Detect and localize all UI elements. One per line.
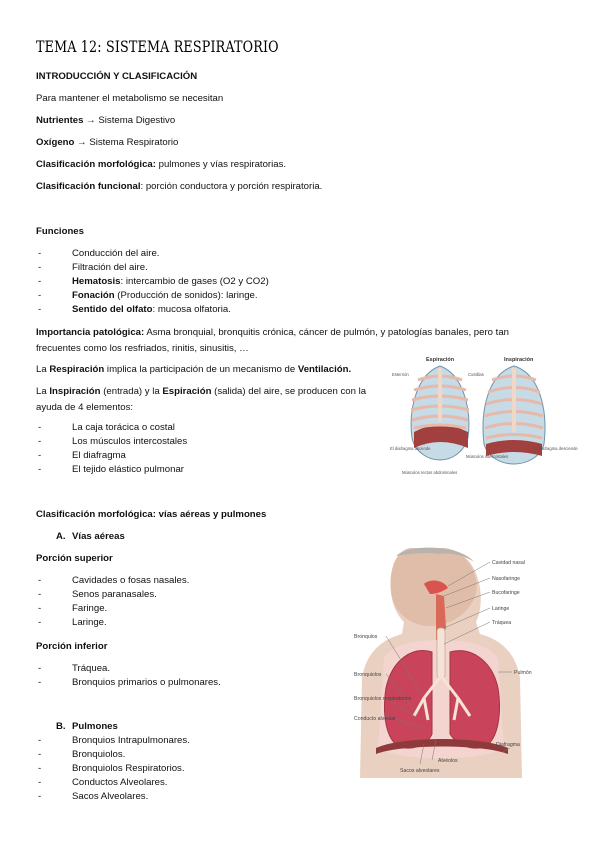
respiratory-system-figure: [352, 548, 538, 778]
pulmones-item: - Sacos Alveolares.: [38, 791, 149, 802]
superior-item: - Senos paranasales.: [38, 589, 157, 600]
inferior-item: - Tráquea.: [38, 663, 111, 674]
label-esternon: Esternón: [392, 372, 409, 377]
intro-line: Para mantener el metabolismo se necesitan: [36, 93, 224, 104]
label-cavidad-nasal: Cavidad nasal: [492, 560, 525, 566]
clasif-funcional-line: [36, 181, 322, 193]
label-alveolos: Alvéolos: [438, 758, 458, 764]
morf-label: Clasificación morfológica:: [36, 159, 156, 170]
label-nasofaringe: Nasofaringe: [492, 576, 520, 582]
espiracion-title: Espiración: [426, 357, 455, 363]
respiracion-item: - El tejido elástico pulmonar: [38, 464, 184, 475]
respiracion-p1: La Respiración implica la participación de un mecanismo de Ventilación.: [36, 364, 352, 375]
func-label: Clasificación funcional: [36, 181, 141, 192]
label-bucofaringe: Bucofaringe: [492, 590, 520, 596]
morfologica-heading: Clasificación morfológica: vías aéreas y pulmones: [36, 509, 267, 520]
nutrientes-label: Nutrientes: [36, 115, 84, 126]
pulmones-item: - Conductos Alveolares.: [38, 777, 168, 788]
label-sacos-alveolares: Sacos alveolares: [400, 768, 440, 774]
nutrientes-text: → Sistema Digestivo: [83, 115, 176, 126]
funciones-item: - Sentido del olfato: mucosa olfatoria.: [38, 304, 231, 315]
section-a-heading: A. Vías aéreas: [56, 531, 125, 542]
label-diafragma-desciende: El diafragma desciende: [534, 446, 578, 451]
trachea: [437, 628, 445, 678]
label-conducto-alveolar: Conducto alveolar: [354, 716, 396, 722]
label-costillas: Costillas: [468, 372, 484, 377]
importancia-patologica: Importancia patológica: Asma bronquial, bronquitis crónica, cáncer de pulmón, y patologías banales, pero tan frecuentes como los resfriados, rinitis, sinusitis, …: [36, 327, 510, 354]
respiracion-item: - Los músculos intercostales: [38, 436, 188, 447]
funciones-heading: Funciones: [36, 226, 84, 237]
label-diafragma-ascende: El diafragma ascende: [390, 446, 431, 451]
label-musculos-intercostales: Músculos intercostales: [466, 454, 509, 459]
respiracion-p2: La Inspiración (entrada) y la Espiración (salida) del aire, se producen con la ayuda de 4 elementos:: [36, 386, 367, 413]
superior-item: - Faringe.: [38, 603, 108, 614]
respiracion-item: - El diafragma: [38, 450, 126, 461]
nutrientes-line: [36, 115, 175, 127]
morf-text: pulmones y vías respiratorias.: [155, 159, 287, 170]
label-traquea: Tráquea: [492, 620, 512, 626]
superior-item: - Cavidades o fosas nasales.: [38, 575, 190, 586]
oxigeno-text: → Sistema Respiratorio: [74, 137, 179, 148]
label-bronquiolos: Bronquiolos: [354, 672, 382, 678]
intro-heading: INTRODUCCIÓN Y CLASIFICACIÓN: [36, 71, 198, 82]
label-bronquios: Bronquios: [354, 634, 378, 640]
pulmones-item: - Bronquios Intrapulmonares.: [38, 735, 190, 746]
pulmones-item: - Bronquiolos Respiratorios.: [38, 763, 185, 774]
ribcage-breathing-figure: [388, 352, 578, 480]
label-musculos-rectos: Músculos rectos abdominales: [402, 470, 458, 475]
funciones-item: - Conducción del aire.: [38, 248, 160, 259]
page-title: TEMA 12: SISTEMA RESPIRATORIO: [36, 38, 279, 56]
label-bronquiolos-respiratorios: Bronquiolos respiratorios: [354, 696, 412, 702]
label-pulmon: Pulmón: [514, 670, 532, 676]
porcion-superior-heading: Porción superior: [36, 553, 113, 564]
inspiracion-title: Inspiración: [504, 357, 534, 363]
clasif-morfologica-line: [36, 159, 286, 171]
funciones-item: - Fonación (Producción de sonidos): laringe.: [38, 290, 258, 301]
label-laringe: Laringe: [492, 606, 510, 612]
inferior-item: - Bronquios primarios o pulmonares.: [38, 677, 221, 688]
oxigeno-line: [36, 137, 178, 149]
func-text: : porción conductora y porción respiratoria.: [140, 181, 323, 192]
respiracion-item: - La caja torácica o costal: [38, 422, 175, 433]
oxigeno-label: Oxígeno: [36, 137, 75, 148]
superior-item: - Laringe.: [38, 617, 107, 628]
funciones-item: - Hematosis: intercambio de gases (O2 y CO2): [38, 276, 269, 287]
pulmones-item: - Bronquiolos.: [38, 749, 126, 760]
label-diafragma: Diafragma: [496, 742, 520, 748]
section-b-heading: B. Pulmones: [56, 721, 118, 732]
porcion-inferior-heading: Porción inferior: [36, 641, 108, 652]
funciones-item: - Filtración del aire.: [38, 262, 148, 273]
